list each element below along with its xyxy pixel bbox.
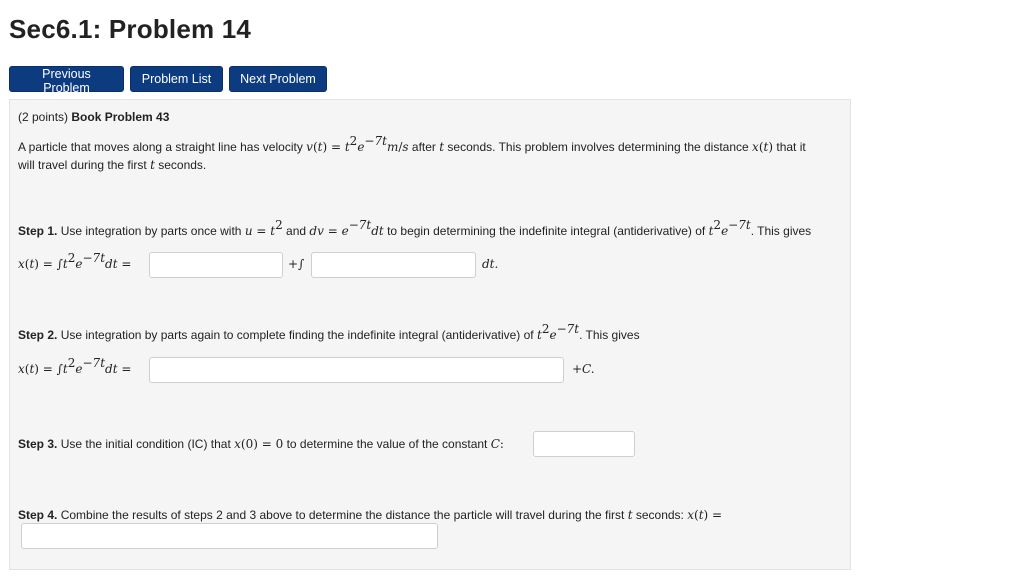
intro-text: that it	[776, 140, 806, 154]
step-text: . This gives	[750, 224, 812, 238]
step-text: Use integration by parts once with	[60, 224, 242, 238]
step-text: Combine the results of steps 2 and 3 above to determine the distance the particle will travel during the first	[60, 508, 625, 522]
step-2-plus-c: +C.	[572, 362, 595, 376]
book-problem-label: Book Problem 43	[71, 110, 170, 124]
step-text: to determine the value of the constant	[286, 437, 488, 451]
step-3-answer[interactable]	[533, 431, 635, 457]
step-2-equation: $x(t) = \int t^2e^{-7t}dt$ =	[18, 356, 132, 376]
step-1-text: Step 1. Use integration by parts once with $u = t^2$ and dv = $e^{-7t}dt$ to begin determining the indefinite integral (antiderivative) of $t^2e^{-7t}$. This gives	[18, 218, 812, 238]
step-1-answer-integrand[interactable]	[311, 252, 476, 278]
intro-text: after	[411, 140, 436, 154]
problem-navigation	[9, 66, 327, 95]
intro-text: seconds. This problem involves determining the distance	[447, 140, 749, 154]
problem-intro-line-2: will travel during the first t seconds.	[18, 158, 207, 172]
step-1-plus-integral: +∫	[288, 257, 305, 271]
step-4-label: Step 4.	[18, 508, 58, 522]
step-text: Use the initial condition (IC) that	[60, 437, 231, 451]
velocity-formula: v	[306, 140, 313, 154]
step-3-label: Step 3.	[18, 437, 58, 451]
step-text: Use integration by parts again to complete finding the indefinite integral (antiderivative) of	[60, 328, 534, 342]
step-text: . This gives	[579, 328, 640, 342]
problem-intro-line-1: A particle that moves along a straight line has velocity $v(t) = t^2e^{-7t}m/s$ after t seconds. This problem involves determining the distance x(t) that it	[18, 134, 806, 154]
step-1-equation: $x(t) = \int t^2e^{-7t}dt$ =	[18, 251, 132, 271]
step-2-answer[interactable]	[149, 357, 564, 383]
step-2-label: Step 2.	[18, 328, 58, 342]
step-3-text: Step 3. Use the initial condition (IC) that x(0) = 0 to determine the value of the constant C:	[18, 437, 504, 451]
step-text: and	[286, 224, 307, 238]
step-1-answer-uv[interactable]	[149, 252, 283, 278]
problem-panel	[9, 99, 851, 570]
previous-problem-button[interactable]: Previous Problem	[9, 66, 124, 92]
next-problem-button[interactable]: Next Problem	[229, 66, 327, 92]
problem-list-button[interactable]: Problem List	[130, 66, 223, 92]
intro-text: A particle that moves along a straight line has velocity	[18, 140, 303, 154]
step-4-answer[interactable]	[21, 523, 438, 549]
step-1-dt: dt.	[482, 257, 499, 271]
step-1-label: Step 1.	[18, 224, 58, 238]
step-text: seconds:	[635, 508, 684, 522]
step-text: to begin determining the indefinite integral (antiderivative) of	[387, 224, 706, 238]
step-2-text: Step 2. Use integration by parts again to complete finding the indefinite integral (antiderivative) of $t^2e^{-7t}$. This gives	[18, 322, 640, 342]
page-title: Sec6.1: Problem 14	[9, 14, 252, 44]
points-label: (2 points)	[18, 110, 69, 124]
problem-header	[18, 110, 169, 124]
intro-text: seconds.	[158, 158, 207, 172]
intro-text: will travel during the first	[18, 158, 147, 172]
step-4-text: Step 4. Combine the results of steps 2 and 3 above to determine the distance the particle will travel during the first t seconds: x(t) =	[18, 508, 723, 522]
